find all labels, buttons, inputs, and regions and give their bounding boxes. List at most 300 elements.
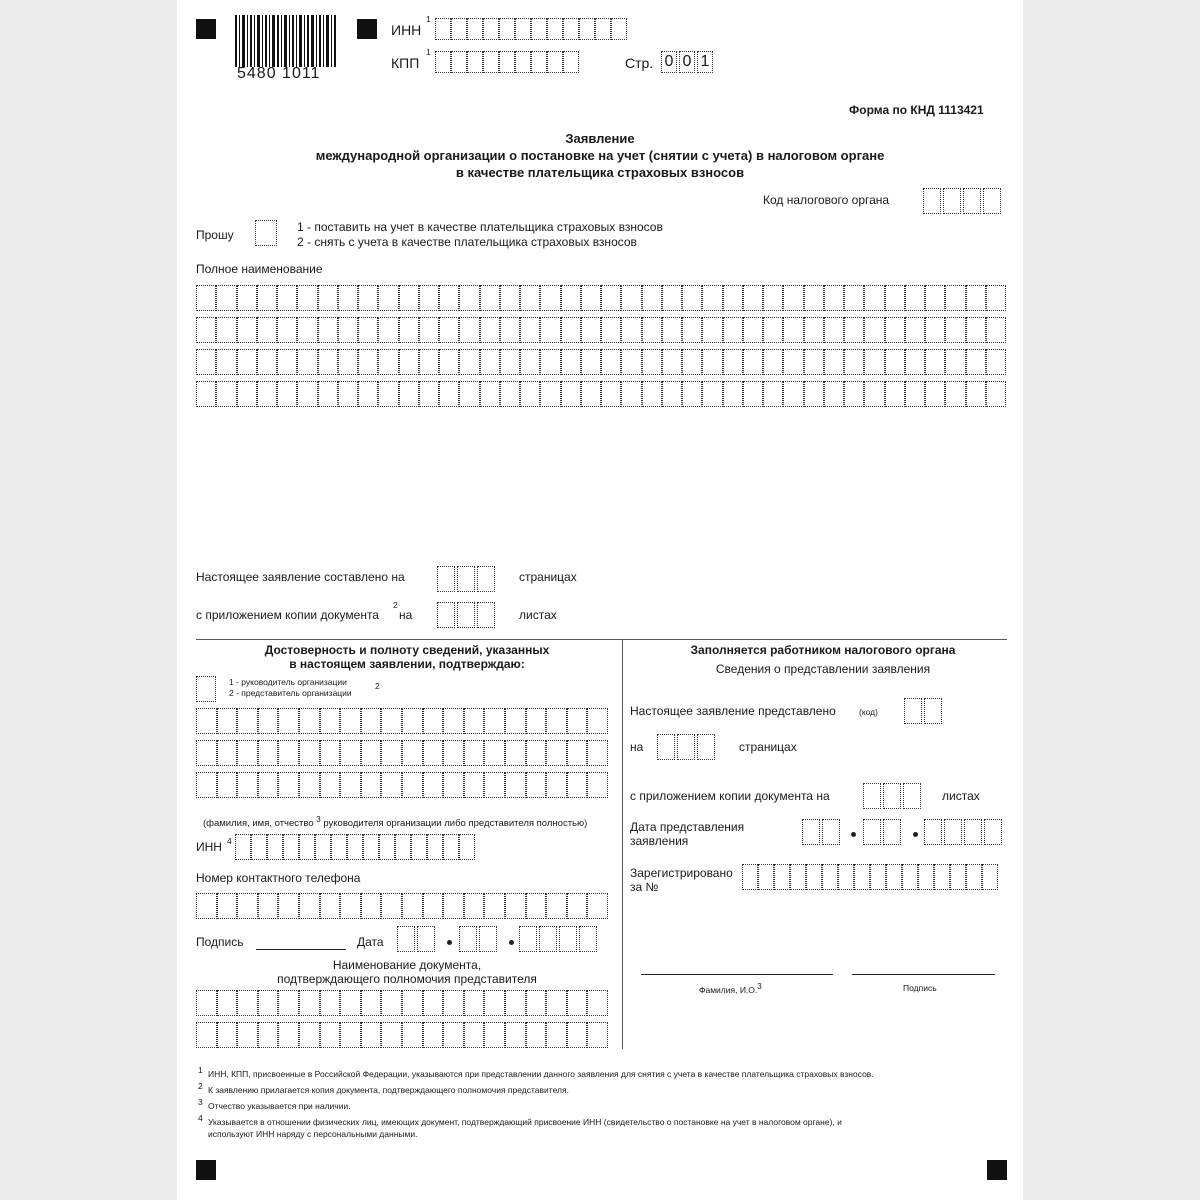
input-cell[interactable]	[464, 708, 485, 734]
input-cell[interactable]	[581, 285, 601, 311]
input-cell[interactable]	[844, 381, 864, 407]
input-cell[interactable]	[361, 893, 382, 919]
input-cell[interactable]	[581, 317, 601, 343]
input-cell[interactable]	[763, 349, 783, 375]
input-cell[interactable]	[257, 381, 277, 407]
input-cell[interactable]	[905, 285, 925, 311]
input-cell[interactable]	[587, 772, 608, 798]
input-cell[interactable]	[402, 990, 423, 1016]
input-cell[interactable]	[338, 381, 358, 407]
input-cell[interactable]	[277, 349, 297, 375]
input-cell[interactable]	[237, 317, 257, 343]
input-cell[interactable]	[587, 990, 608, 1016]
input-cell[interactable]	[381, 990, 402, 1016]
input-cell[interactable]	[217, 740, 238, 766]
input-cell[interactable]	[419, 317, 439, 343]
input-cell[interactable]	[278, 893, 299, 919]
input-cell[interactable]	[783, 349, 803, 375]
input-cell[interactable]	[320, 708, 341, 734]
input-cell[interactable]	[925, 317, 945, 343]
input-cell[interactable]	[399, 349, 419, 375]
input-cell[interactable]	[423, 893, 444, 919]
input-cell[interactable]	[297, 317, 317, 343]
input-cell[interactable]	[361, 708, 382, 734]
cell-row[interactable]	[196, 740, 608, 766]
input-cell[interactable]	[561, 285, 581, 311]
input-cell[interactable]	[196, 317, 216, 343]
input-cell[interactable]	[763, 317, 783, 343]
officer-name-line[interactable]	[641, 974, 833, 975]
input-cell[interactable]	[277, 317, 297, 343]
input-cell[interactable]	[297, 381, 317, 407]
input-cell[interactable]	[844, 349, 864, 375]
input-cell[interactable]	[480, 285, 500, 311]
input-cell[interactable]	[258, 740, 279, 766]
input-cell[interactable]	[464, 893, 485, 919]
input-cell[interactable]	[567, 1022, 588, 1048]
input-cell[interactable]	[480, 349, 500, 375]
input-cell[interactable]	[864, 349, 884, 375]
input-cell[interactable]	[439, 317, 459, 343]
input-cell[interactable]	[299, 772, 320, 798]
sign-date-month[interactable]	[459, 926, 499, 952]
input-cell[interactable]	[258, 893, 279, 919]
input-cell[interactable]	[520, 285, 540, 311]
input-cell[interactable]	[419, 381, 439, 407]
input-cell[interactable]	[905, 349, 925, 375]
input-cell[interactable]	[702, 285, 722, 311]
input-cell[interactable]	[484, 772, 505, 798]
input-cell[interactable]	[621, 349, 641, 375]
officer-signature-line[interactable]	[852, 974, 995, 975]
input-cell[interactable]	[505, 1022, 526, 1048]
cell-row[interactable]	[196, 772, 608, 798]
right-date-day[interactable]	[802, 819, 842, 845]
input-cell[interactable]	[299, 990, 320, 1016]
input-cell[interactable]	[439, 285, 459, 311]
input-cell[interactable]	[419, 349, 439, 375]
input-cell[interactable]	[581, 381, 601, 407]
input-cell[interactable]	[361, 772, 382, 798]
cell-row[interactable]	[196, 285, 1006, 311]
input-cell[interactable]	[484, 1022, 505, 1048]
input-cell[interactable]	[966, 317, 986, 343]
input-cell[interactable]	[763, 381, 783, 407]
input-cell[interactable]	[464, 1022, 485, 1048]
input-cell[interactable]	[257, 285, 277, 311]
input-cell[interactable]	[318, 317, 338, 343]
input-cell[interactable]	[621, 317, 641, 343]
input-cell[interactable]	[500, 317, 520, 343]
input-cell[interactable]	[399, 317, 419, 343]
input-cell[interactable]	[804, 381, 824, 407]
input-cell[interactable]	[378, 285, 398, 311]
input-cell[interactable]	[567, 708, 588, 734]
input-cell[interactable]	[443, 708, 464, 734]
input-cell[interactable]	[237, 893, 258, 919]
input-cell[interactable]	[378, 381, 398, 407]
input-cell[interactable]	[299, 893, 320, 919]
input-cell[interactable]	[546, 772, 567, 798]
input-cell[interactable]	[216, 381, 236, 407]
input-cell[interactable]	[381, 708, 402, 734]
input-cell[interactable]	[464, 740, 485, 766]
input-cell[interactable]	[399, 381, 419, 407]
input-cell[interactable]	[986, 285, 1006, 311]
input-cell[interactable]	[702, 317, 722, 343]
input-cell[interactable]	[567, 893, 588, 919]
cell-row[interactable]	[196, 1022, 608, 1048]
input-cell[interactable]	[484, 990, 505, 1016]
input-cell[interactable]	[299, 708, 320, 734]
input-cell[interactable]	[196, 1022, 217, 1048]
input-cell[interactable]	[318, 349, 338, 375]
input-cell[interactable]	[237, 990, 258, 1016]
tax-authority-cells[interactable]	[923, 188, 1003, 214]
input-cell[interactable]	[320, 990, 341, 1016]
input-cell[interactable]	[546, 708, 567, 734]
input-cell[interactable]	[402, 1022, 423, 1048]
right-date-year[interactable]	[924, 819, 1004, 845]
input-cell[interactable]	[662, 285, 682, 311]
input-cell[interactable]	[217, 1022, 238, 1048]
input-cell[interactable]	[844, 317, 864, 343]
input-cell[interactable]	[443, 893, 464, 919]
input-cell[interactable]	[864, 381, 884, 407]
input-cell[interactable]	[278, 708, 299, 734]
input-cell[interactable]	[299, 1022, 320, 1048]
input-cell[interactable]	[338, 285, 358, 311]
cell-row[interactable]	[196, 349, 1006, 375]
input-cell[interactable]	[484, 740, 505, 766]
input-cell[interactable]	[237, 381, 257, 407]
input-cell[interactable]	[423, 1022, 444, 1048]
input-cell[interactable]	[358, 317, 378, 343]
input-cell[interactable]	[520, 317, 540, 343]
input-cell[interactable]	[419, 285, 439, 311]
input-cell[interactable]	[885, 317, 905, 343]
input-cell[interactable]	[423, 990, 444, 1016]
input-cell[interactable]	[338, 349, 358, 375]
input-cell[interactable]	[480, 317, 500, 343]
input-cell[interactable]	[925, 285, 945, 311]
input-cell[interactable]	[783, 285, 803, 311]
input-cell[interactable]	[561, 317, 581, 343]
input-cell[interactable]	[702, 381, 722, 407]
input-cell[interactable]	[464, 772, 485, 798]
input-cell[interactable]	[402, 893, 423, 919]
input-cell[interactable]	[945, 285, 965, 311]
input-cell[interactable]	[381, 740, 402, 766]
input-cell[interactable]	[443, 990, 464, 1016]
input-cell[interactable]	[378, 349, 398, 375]
input-cell[interactable]	[844, 285, 864, 311]
input-cell[interactable]	[278, 1022, 299, 1048]
input-cell[interactable]	[925, 349, 945, 375]
input-cell[interactable]	[682, 349, 702, 375]
input-cell[interactable]	[561, 349, 581, 375]
input-cell[interactable]	[945, 349, 965, 375]
input-cell[interactable]	[340, 893, 361, 919]
input-cell[interactable]	[885, 285, 905, 311]
input-cell[interactable]	[216, 285, 236, 311]
input-cell[interactable]	[587, 893, 608, 919]
right-sheets-cells[interactable]	[863, 783, 923, 809]
input-cell[interactable]	[546, 990, 567, 1016]
request-cell[interactable]	[255, 220, 279, 246]
input-cell[interactable]	[723, 317, 743, 343]
input-cell[interactable]	[567, 740, 588, 766]
input-cell[interactable]	[662, 349, 682, 375]
input-cell[interactable]	[864, 317, 884, 343]
kpp-cells[interactable]	[435, 51, 579, 73]
input-cell[interactable]	[320, 740, 341, 766]
input-cell[interactable]	[459, 381, 479, 407]
input-cell[interactable]	[505, 772, 526, 798]
input-cell[interactable]	[824, 381, 844, 407]
input-cell[interactable]	[682, 285, 702, 311]
input-cell[interactable]	[237, 1022, 258, 1048]
input-cell[interactable]	[237, 708, 258, 734]
input-cell[interactable]	[505, 990, 526, 1016]
cell-row[interactable]	[196, 708, 608, 734]
input-cell[interactable]	[196, 381, 216, 407]
input-cell[interactable]	[361, 990, 382, 1016]
input-cell[interactable]	[358, 349, 378, 375]
input-cell[interactable]	[526, 893, 547, 919]
input-cell[interactable]	[217, 893, 238, 919]
input-cell[interactable]	[443, 772, 464, 798]
input-cell[interactable]	[526, 990, 547, 1016]
signer-inn-cells[interactable]	[235, 834, 475, 860]
input-cell[interactable]	[459, 349, 479, 375]
input-cell[interactable]	[905, 381, 925, 407]
attachment-sheets-cells[interactable]	[437, 602, 497, 628]
input-cell[interactable]	[763, 285, 783, 311]
input-cell[interactable]	[824, 317, 844, 343]
input-cell[interactable]	[540, 285, 560, 311]
input-cell[interactable]	[986, 381, 1006, 407]
input-cell[interactable]	[925, 381, 945, 407]
input-cell[interactable]	[864, 285, 884, 311]
input-cell[interactable]	[381, 772, 402, 798]
right-date-month[interactable]	[863, 819, 903, 845]
input-cell[interactable]	[217, 708, 238, 734]
input-cell[interactable]	[402, 772, 423, 798]
input-cell[interactable]	[587, 1022, 608, 1048]
input-cell[interactable]	[662, 317, 682, 343]
input-cell[interactable]	[257, 317, 277, 343]
input-cell[interactable]	[480, 381, 500, 407]
input-cell[interactable]	[702, 349, 722, 375]
input-cell[interactable]	[723, 285, 743, 311]
input-cell[interactable]	[297, 349, 317, 375]
submission-code-cells[interactable]	[904, 698, 944, 724]
input-cell[interactable]	[439, 381, 459, 407]
input-cell[interactable]	[258, 990, 279, 1016]
input-cell[interactable]	[196, 708, 217, 734]
registration-number-cells[interactable]	[742, 864, 998, 890]
input-cell[interactable]	[381, 1022, 402, 1048]
input-cell[interactable]	[423, 772, 444, 798]
input-cell[interactable]	[500, 349, 520, 375]
input-cell[interactable]	[581, 349, 601, 375]
input-cell[interactable]	[278, 990, 299, 1016]
input-cell[interactable]	[320, 1022, 341, 1048]
input-cell[interactable]	[540, 381, 560, 407]
inn-cells[interactable]	[435, 18, 627, 40]
input-cell[interactable]	[464, 990, 485, 1016]
input-cell[interactable]	[459, 285, 479, 311]
input-cell[interactable]	[520, 349, 540, 375]
input-cell[interactable]	[278, 740, 299, 766]
input-cell[interactable]	[945, 317, 965, 343]
input-cell[interactable]	[804, 317, 824, 343]
input-cell[interactable]	[587, 740, 608, 766]
input-cell[interactable]	[340, 990, 361, 1016]
input-cell[interactable]	[258, 1022, 279, 1048]
input-cell[interactable]	[966, 349, 986, 375]
input-cell[interactable]	[783, 381, 803, 407]
input-cell[interactable]	[257, 349, 277, 375]
sign-date-year[interactable]	[519, 926, 599, 952]
input-cell[interactable]	[966, 381, 986, 407]
input-cell[interactable]	[318, 381, 338, 407]
input-cell[interactable]	[216, 317, 236, 343]
role-cell[interactable]	[196, 676, 218, 702]
input-cell[interactable]	[399, 285, 419, 311]
input-cell[interactable]	[824, 349, 844, 375]
input-cell[interactable]	[196, 893, 217, 919]
input-cell[interactable]	[642, 381, 662, 407]
cell-row[interactable]	[196, 990, 608, 1016]
input-cell[interactable]	[402, 740, 423, 766]
input-cell[interactable]	[439, 349, 459, 375]
input-cell[interactable]	[723, 381, 743, 407]
input-cell[interactable]	[561, 381, 581, 407]
input-cell[interactable]	[237, 349, 257, 375]
input-cell[interactable]	[299, 740, 320, 766]
input-cell[interactable]	[484, 893, 505, 919]
input-cell[interactable]	[237, 285, 257, 311]
cell-row[interactable]	[196, 381, 1006, 407]
input-cell[interactable]	[520, 381, 540, 407]
input-cell[interactable]	[340, 1022, 361, 1048]
input-cell[interactable]	[500, 381, 520, 407]
input-cell[interactable]	[526, 708, 547, 734]
input-cell[interactable]	[601, 381, 621, 407]
input-cell[interactable]	[783, 317, 803, 343]
input-cell[interactable]	[642, 285, 662, 311]
input-cell[interactable]	[340, 740, 361, 766]
input-cell[interactable]	[277, 381, 297, 407]
input-cell[interactable]	[986, 349, 1006, 375]
input-cell[interactable]	[945, 381, 965, 407]
input-cell[interactable]	[217, 772, 238, 798]
input-cell[interactable]	[621, 381, 641, 407]
composed-pages-cells[interactable]	[437, 566, 497, 592]
input-cell[interactable]	[804, 285, 824, 311]
input-cell[interactable]	[277, 285, 297, 311]
input-cell[interactable]	[423, 708, 444, 734]
input-cell[interactable]	[358, 381, 378, 407]
input-cell[interactable]	[642, 349, 662, 375]
input-cell[interactable]	[459, 317, 479, 343]
input-cell[interactable]	[885, 349, 905, 375]
input-cell[interactable]	[905, 317, 925, 343]
input-cell[interactable]	[743, 317, 763, 343]
input-cell[interactable]	[320, 893, 341, 919]
input-cell[interactable]	[621, 285, 641, 311]
input-cell[interactable]	[642, 317, 662, 343]
input-cell[interactable]	[505, 740, 526, 766]
input-cell[interactable]	[743, 285, 763, 311]
input-cell[interactable]	[546, 893, 567, 919]
input-cell[interactable]	[196, 990, 217, 1016]
input-cell[interactable]	[601, 285, 621, 311]
input-cell[interactable]	[885, 381, 905, 407]
input-cell[interactable]	[743, 381, 763, 407]
input-cell[interactable]	[196, 772, 217, 798]
input-cell[interactable]	[196, 349, 216, 375]
input-cell[interactable]	[340, 772, 361, 798]
sign-date-day[interactable]	[397, 926, 437, 952]
input-cell[interactable]	[237, 772, 258, 798]
right-pages-cells[interactable]	[657, 734, 717, 760]
input-cell[interactable]	[318, 285, 338, 311]
input-cell[interactable]	[526, 1022, 547, 1048]
input-cell[interactable]	[484, 708, 505, 734]
input-cell[interactable]	[361, 1022, 382, 1048]
input-cell[interactable]	[258, 708, 279, 734]
input-cell[interactable]	[320, 772, 341, 798]
input-cell[interactable]	[662, 381, 682, 407]
input-cell[interactable]	[443, 1022, 464, 1048]
input-cell[interactable]	[587, 708, 608, 734]
input-cell[interactable]	[526, 740, 547, 766]
input-cell[interactable]	[378, 317, 398, 343]
input-cell[interactable]	[381, 893, 402, 919]
cell-row[interactable]	[196, 317, 1006, 343]
input-cell[interactable]	[682, 381, 702, 407]
input-cell[interactable]	[824, 285, 844, 311]
input-cell[interactable]	[601, 349, 621, 375]
input-cell[interactable]	[966, 285, 986, 311]
input-cell[interactable]	[443, 740, 464, 766]
signature-line[interactable]	[256, 949, 346, 950]
input-cell[interactable]	[567, 772, 588, 798]
input-cell[interactable]	[546, 1022, 567, 1048]
input-cell[interactable]	[361, 740, 382, 766]
input-cell[interactable]	[540, 317, 560, 343]
input-cell[interactable]	[567, 990, 588, 1016]
input-cell[interactable]	[278, 772, 299, 798]
input-cell[interactable]	[340, 708, 361, 734]
input-cell[interactable]	[237, 740, 258, 766]
input-cell[interactable]	[804, 349, 824, 375]
input-cell[interactable]	[743, 349, 763, 375]
input-cell[interactable]	[358, 285, 378, 311]
input-cell[interactable]	[540, 349, 560, 375]
input-cell[interactable]	[196, 740, 217, 766]
input-cell[interactable]	[546, 740, 567, 766]
input-cell[interactable]	[682, 317, 702, 343]
input-cell[interactable]	[297, 285, 317, 311]
input-cell[interactable]	[601, 317, 621, 343]
input-cell[interactable]	[338, 317, 358, 343]
input-cell[interactable]	[402, 708, 423, 734]
input-cell[interactable]	[505, 893, 526, 919]
